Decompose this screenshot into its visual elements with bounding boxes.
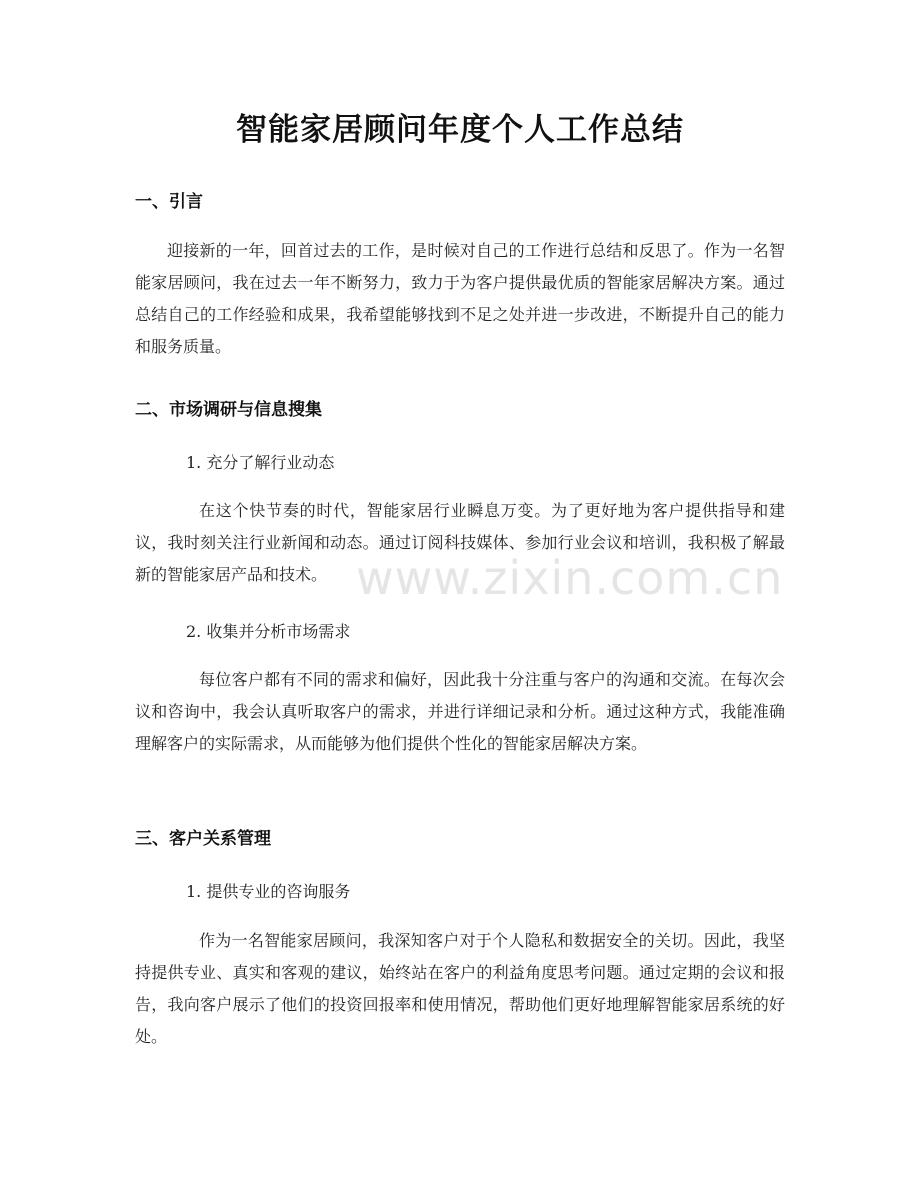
section-paragraph-introduction: 迎接新的一年，回首过去的工作，是时候对自己的工作进行总结和反思了。作为一名智能家居顾问，我在过去一年不断努力，致力于为客户提供最优质的智能家居解决方案。通过总结自己的工作经验和成果，我希望能够找到不足之处并进一步改进，不断提升自己的能力和服务质量。 <box>135 241 785 356</box>
subheading-industry-trends: 1. 充分了解行业动态 <box>186 453 335 472</box>
document-title: 智能家居顾问年度个人工作总结 <box>236 112 684 148</box>
watermark-text: www.zixin.com.cn <box>356 551 784 605</box>
section-heading-customer-relations: 三、客户关系管理 <box>135 829 271 849</box>
paragraph-industry-trends: 在这个快节奏的时代，智能家居行业瞬息万变。为了更好地为客户提供指导和建议，我时刻关注行业新闻和动态。通过订阅科技媒体、参加行业会议和培训，我积极了解最新的智能家居产品和技术。 <box>135 501 785 584</box>
paragraph-consulting-service: 作为一名智能家居顾问，我深知客户对于个人隐私和数据安全的关切。因此，我坚持提供专业、真实和客观的建议，始终站在客户的利益角度思考问题。通过定期的会议和报告，我向客户展示了他们的投资回报率和使用情况，帮助他们更好地理解智能家居系统的好处。 <box>135 931 785 1046</box>
subheading-market-demand: 2. 收集并分析市场需求 <box>186 622 351 641</box>
section-heading-market-research: 二、市场调研与信息搜集 <box>135 400 322 420</box>
section-heading-introduction: 一、引言 <box>135 192 203 212</box>
subheading-consulting-service: 1. 提供专业的咨询服务 <box>186 882 351 901</box>
paragraph-market-demand: 每位客户都有不同的需求和偏好，因此我十分注重与客户的沟通和交流。在每次会议和咨询中，我会认真听取客户的需求，并进行详细记录和分析。通过这种方式，我能准确理解客户的实际需求，从而能够为他们提供个性化的智能家居解决方案。 <box>135 670 785 753</box>
